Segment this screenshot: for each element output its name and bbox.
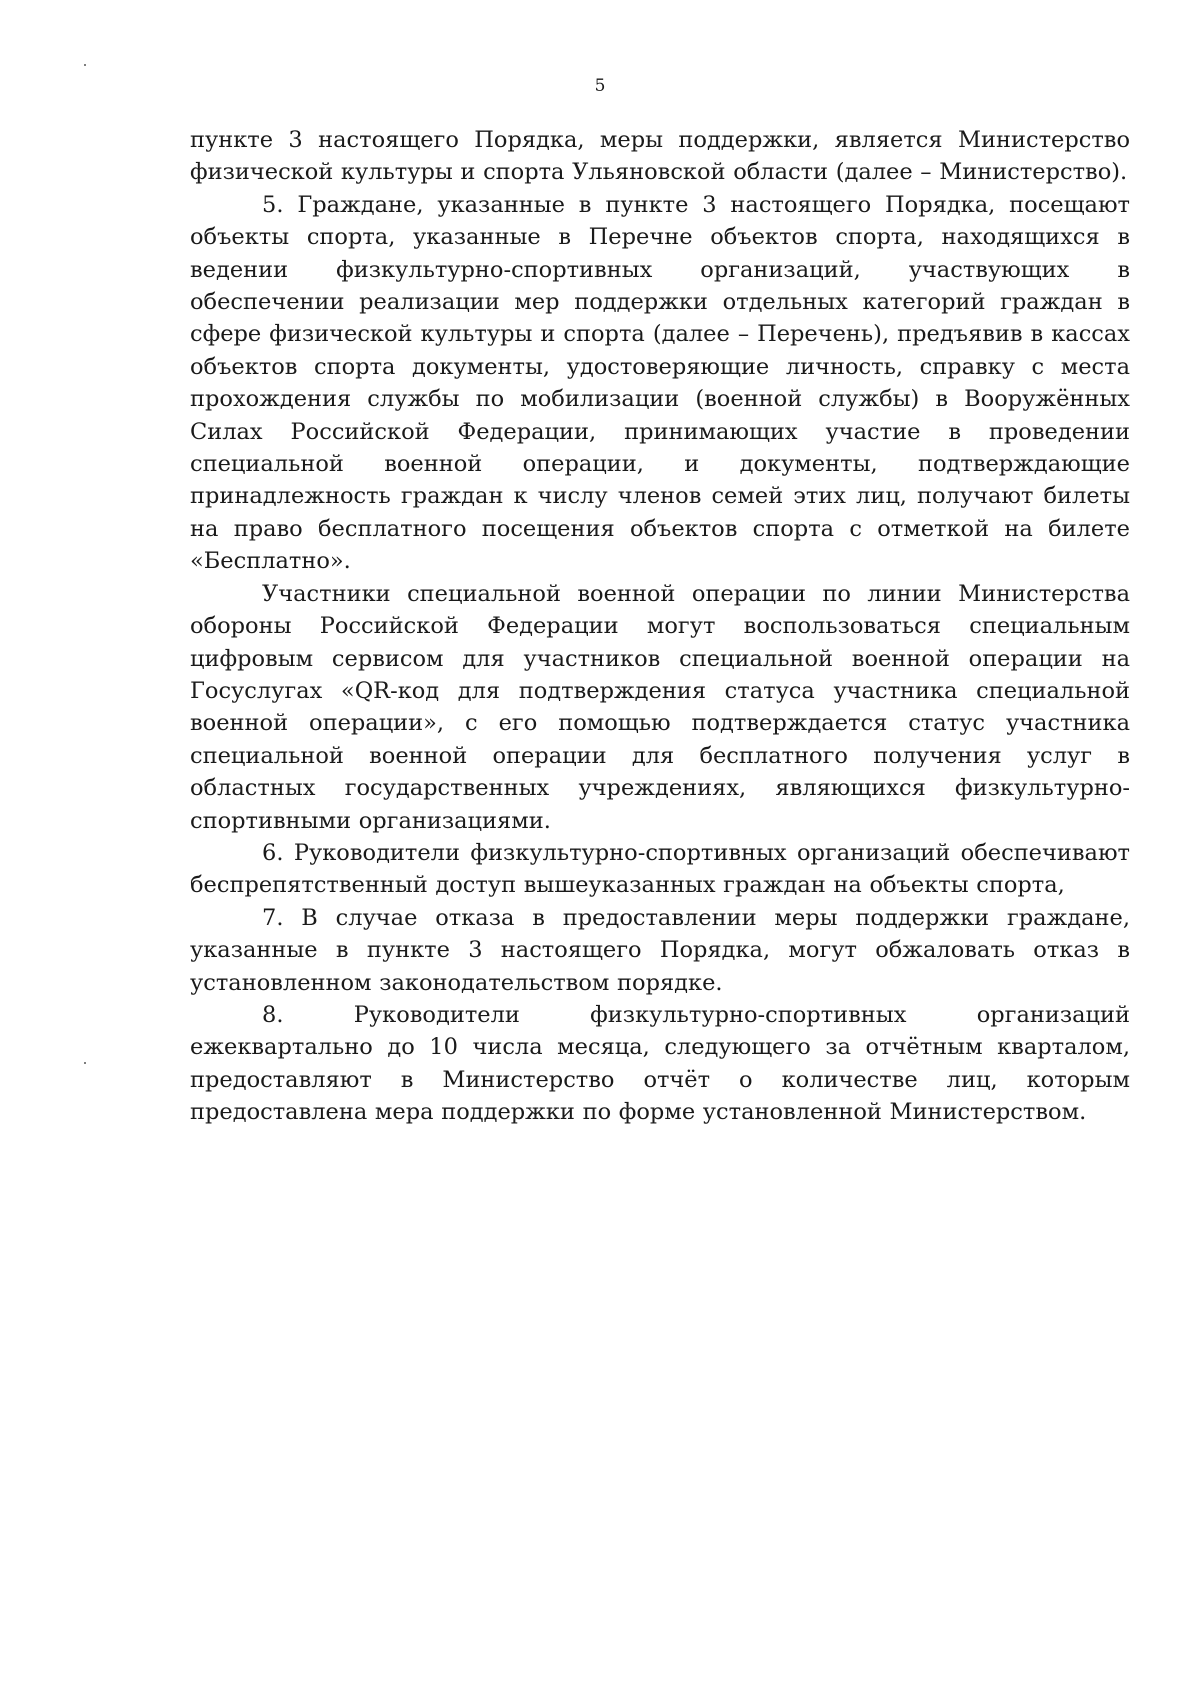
page-number: 5	[594, 76, 606, 96]
paragraph-item-8: 8. Руководители физкультурно-спортивных организаций ежеквартально до 10 числа месяца, следующего за отчётным кварталом, предоставляют в Министерство отчёт о количестве лиц, которым предоставлена мера поддержки по форме установленной Министерством.	[190, 1001, 1130, 1126]
paragraph-continuation: пункте 3 настоящего Порядка, меры поддержки, является Министерство физической культуры и спорта Ульяновской области (далее – Министерство).	[190, 127, 1130, 186]
paragraph-svo-participants: Участники специальной военной операции по линии Министерства обороны Российской Федерации могут воспользоваться специальным цифровым сервисом для участников специальной военной операции на Госуслугах «QR-код для подтверждения статуса участника специальной военной операции», с его помощью подтверждается статус участника специальной военной операции для бесплатного получения услуг в областных государственных учреждениях, являющихся физкультурно-спортивными организациями.	[190, 580, 1130, 834]
document-body	[190, 124, 1130, 1129]
paragraph-item-6: 6. Руководители физкультурно-спортивных организаций обеспечивают беспрепятственный доступ вышеуказанных граждан на объекты спорта,	[190, 839, 1130, 899]
paragraph-item-5: 5. Граждане, указанные в пункте 3 настоящего Порядка, посещают объекты спорта, указанные в Перечне объектов спорта, находящихся в ведении физкультурно-спортивных организаций, участвующих в обеспечении реализации мер поддержки отдельных категорий граждан в сфере физической культуры и спорта (далее – Перечень), предъявив в кассах объектов спорта документы, удостоверяющие личность, справку с места прохождения службы по мобилизации (военной службы) в Вооружённых Силах Российской Федерации, принимающих участие в проведении специальной военной операции, и документы, подтверждающие принадлежность граждан к числу членов семей этих лиц, получают билеты на право бесплатного посещения объектов спорта с отметкой на билете «Бесплатно».	[190, 191, 1130, 575]
scan-artifact-dot	[84, 1062, 86, 1064]
paragraph-item-7: 7. В случае отказа в предоставлении меры поддержки граждане, указанные в пункте 3 настоящего Порядка, могут обжаловать отказ в установленном законодательством порядке.	[190, 904, 1130, 996]
scan-artifact-dot	[84, 64, 86, 66]
